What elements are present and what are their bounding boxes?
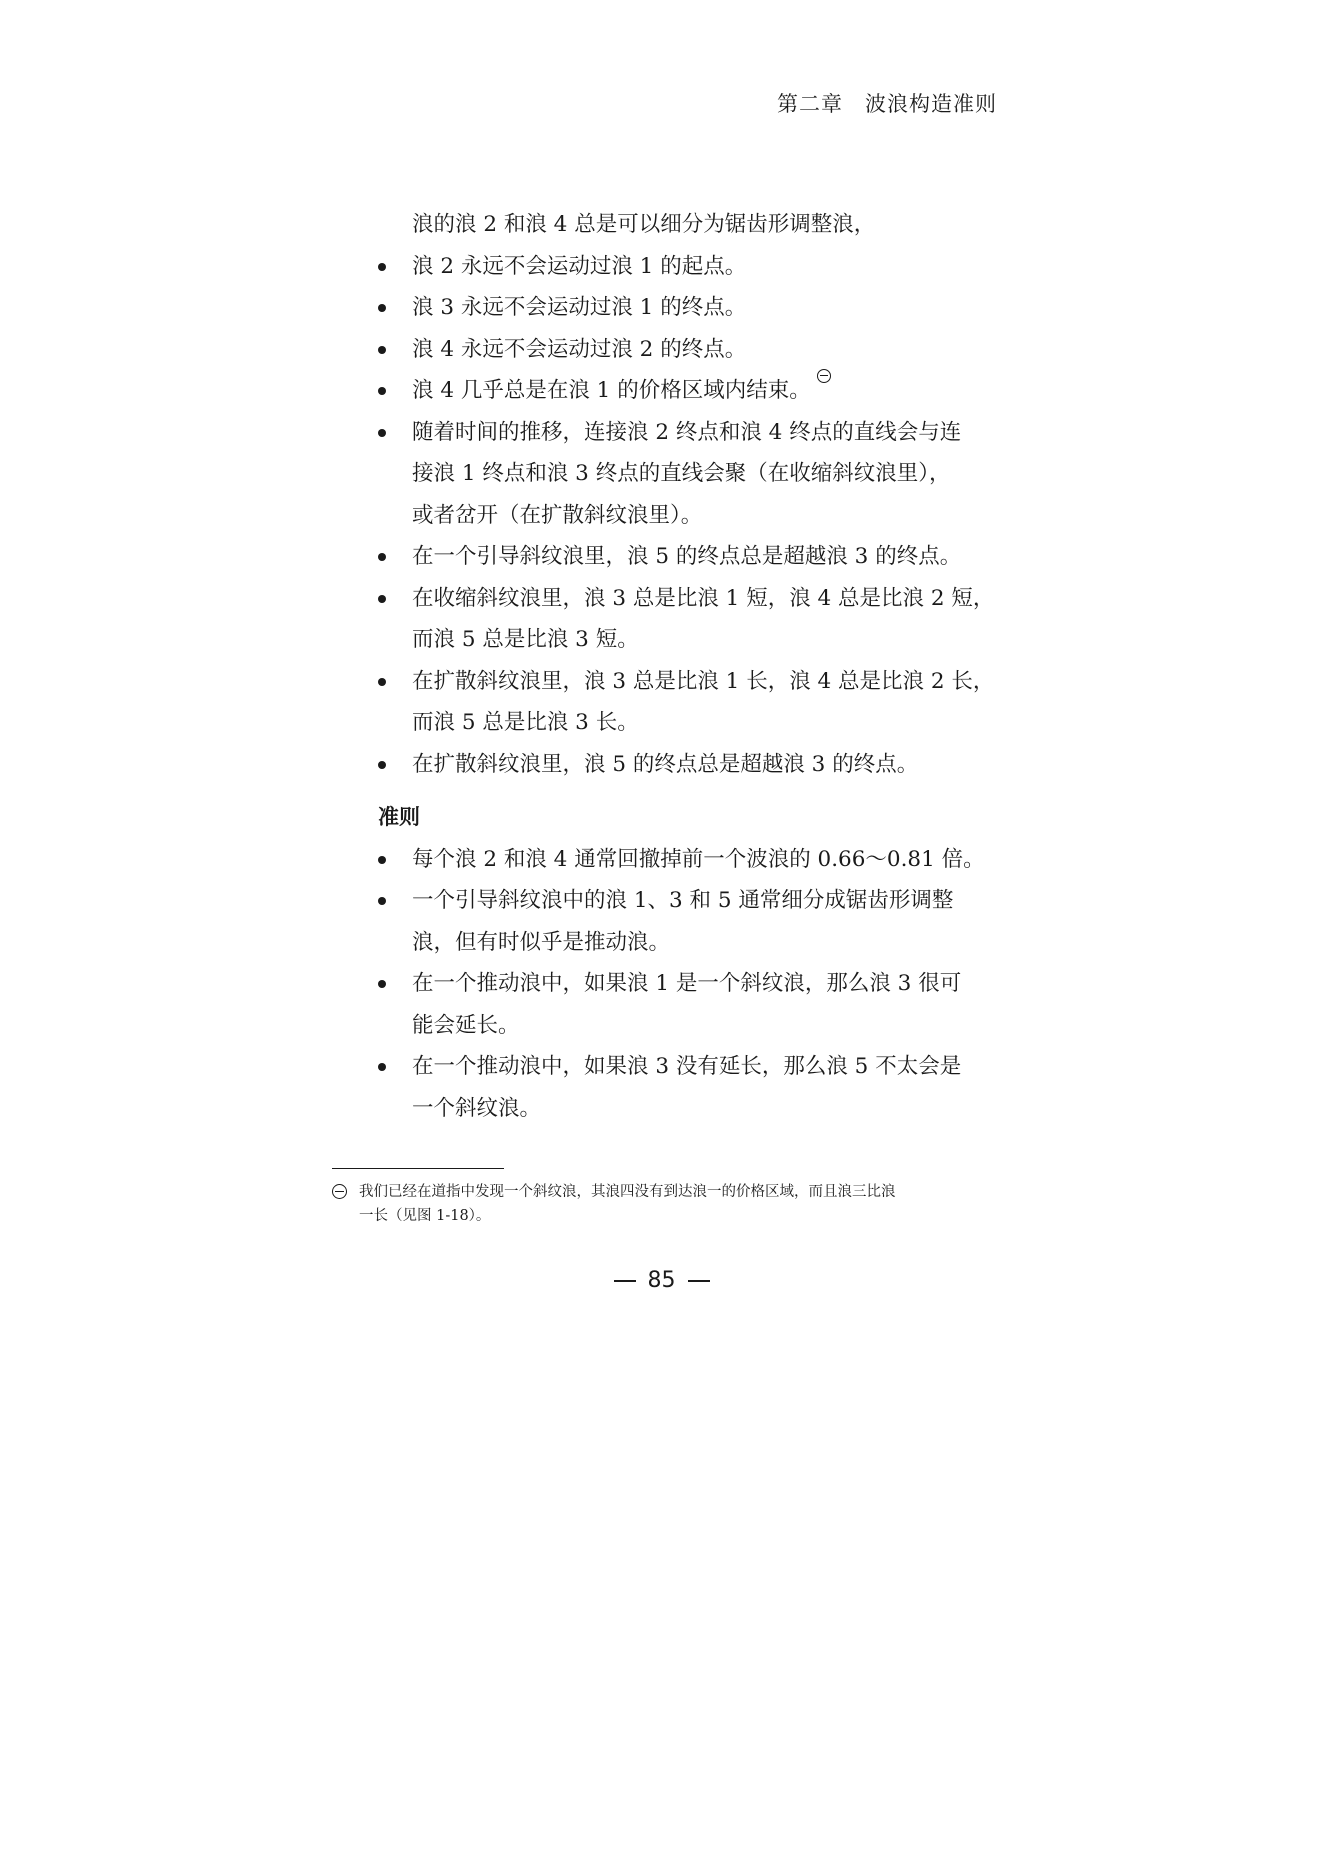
list-item [378, 880, 998, 963]
list-item-text: 在扩散斜纹浪里，浪 3 总是比浪 1 长，浪 4 总是比浪 2 长， [412, 668, 995, 694]
list-item-text: 浪，但有时似乎是推动浪。 [412, 929, 671, 955]
footnote-reference-icon[interactable] [817, 369, 831, 383]
bullet-icon [378, 553, 386, 561]
list-item [378, 536, 998, 578]
bullet-icon [378, 387, 386, 395]
list-item [378, 839, 998, 881]
footnote [332, 1180, 1002, 1228]
bullet-icon [378, 897, 386, 905]
list-item [378, 661, 998, 744]
bullet-icon [378, 1063, 386, 1071]
list-item [378, 246, 998, 288]
bullet-icon [378, 304, 386, 312]
bullet-icon [378, 678, 386, 686]
list-item-text: 浪 4 几乎总是在浪 1 的价格区域内结束。 [412, 378, 811, 403]
list-item-text: 在收缩斜纹浪里，浪 3 总是比浪 1 短，浪 4 总是比浪 2 短， [412, 585, 995, 611]
list-item-text: 浪 2 永远不会运动过浪 1 的起点。 [412, 253, 747, 279]
bullet-icon [378, 761, 386, 769]
page-body [378, 204, 998, 1129]
list-item-text: 而浪 5 总是比浪 3 长。 [412, 710, 639, 735]
list-item-text: 一个斜纹浪。 [412, 1095, 542, 1121]
list-item-text: 浪 3 永远不会运动过浪 1 的终点。 [412, 295, 747, 320]
list-item [378, 412, 998, 537]
page-number [0, 1268, 1323, 1293]
dash-icon [688, 1280, 710, 1282]
list-item-text: 在一个推动浪中，如果浪 3 没有延长，那么浪 5 不太会是 [412, 1054, 962, 1079]
list-item-text: 随着时间的推移，连接浪 2 终点和浪 4 终点的直线会与连 [412, 419, 962, 445]
list-item-text: 能会延长。 [412, 1012, 520, 1038]
list-item [378, 287, 998, 329]
list-item [378, 1046, 998, 1129]
footnote-marker-icon [332, 1184, 347, 1199]
running-header: 第二章 波浪构造准则 [777, 92, 997, 116]
bullet-icon [378, 346, 386, 354]
footnote-divider [332, 1168, 504, 1169]
list-item-text: 在一个引导斜纹浪里，浪 5 的终点总是超越浪 3 的终点。 [412, 544, 962, 569]
bullet-icon [378, 980, 386, 988]
list-item [378, 370, 998, 412]
bullet-icon [378, 429, 386, 437]
list-item [378, 329, 998, 371]
list-item-text: 接浪 1 终点和浪 3 终点的直线会聚（在收缩斜纹浪里）， [412, 461, 951, 486]
guidelines-list [378, 839, 998, 1130]
list-item [378, 744, 998, 786]
list-item-text: 浪 4 永远不会运动过浪 2 的终点。 [412, 336, 747, 362]
bullet-icon [378, 856, 386, 864]
list-item [378, 963, 998, 1046]
list-item [378, 578, 998, 661]
footnote-text: 我们已经在道指中发现一个斜纹浪，其浪四没有到达浪一的价格区域，而且浪三比浪 [359, 1184, 896, 1200]
bullet-icon [378, 263, 386, 271]
list-item-text: 一个引导斜纹浪中的浪 1、3 和 5 通常细分成锯齿形调整 [412, 888, 954, 913]
dash-icon [614, 1280, 636, 1282]
list-item-text-with-footnote [412, 370, 998, 412]
list-item-text: 每个浪 2 和浪 4 通常回撤掉前一个波浪的 0.66～0.81 倍。 [412, 846, 985, 872]
list-item-text: 而浪 5 总是比浪 3 短。 [412, 627, 639, 652]
section-title-guidelines: 准则 [378, 805, 420, 829]
footnote-text: 一长（见图 1-18）。 [359, 1208, 491, 1224]
rules-list [378, 246, 998, 786]
bullet-icon [378, 595, 386, 603]
continued-line: 浪的浪 2 和浪 4 总是可以细分为锯齿形调整浪， [412, 212, 876, 237]
list-item-text: 或者岔开（在扩散斜纹浪里）。 [412, 502, 703, 528]
list-item-text: 在一个推动浪中，如果浪 1 是一个斜纹浪，那么浪 3 很可 [412, 971, 962, 996]
list-item-text: 在扩散斜纹浪里，浪 5 的终点总是超越浪 3 的终点。 [412, 751, 919, 777]
page-number-value: 85 [647, 1268, 676, 1293]
